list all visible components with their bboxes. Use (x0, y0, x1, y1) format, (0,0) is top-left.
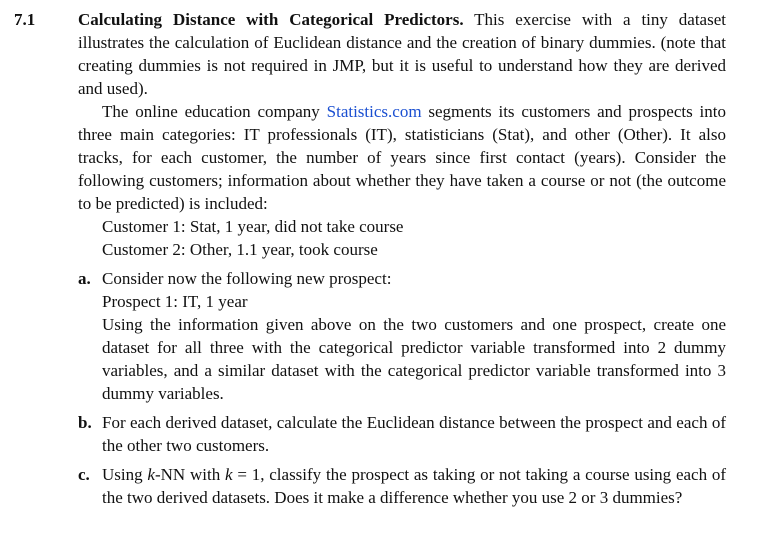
part-a-line1: Consider now the following new prospect: (102, 269, 392, 288)
company-text-before: The online education company (102, 102, 320, 121)
exercise-intro-paragraph (78, 8, 726, 100)
part-c-text-3: = 1, classify the prospect as taking or not taking a course using each of the two derived datasets. Does it make a difference whether you use 2 or 3 dummies? (102, 465, 727, 507)
statistics-com-link[interactable]: Statistics.com (326, 102, 422, 121)
part-a-text: Using the information given above on the two customers and one prospect, create one dataset for all three with the categorical predictor variable transformed into 2 dummy variables, and a similar dataset with the categorical predictor variable transformed into 3 dummy variables. (102, 315, 726, 403)
part-c (78, 463, 726, 509)
exercise-title: Calculating Distance with Categorical Predictors. (78, 10, 464, 29)
part-c-label: c. (78, 465, 90, 484)
part-c-k-var: k (225, 465, 233, 484)
company-text-after: segments its customers and prospects into three main categories: IT professionals (IT), statisticians (Stat), and other (Other). It also tracks, for each customer, the number of years since first contact (years). Consider the following customers; information about whether they have taken a course or not (the outcome to be predicted) is included: (78, 102, 726, 213)
exercise-number: 7.1 (14, 10, 36, 29)
part-c-text-1: Using (102, 465, 143, 484)
part-c-paragraph (102, 463, 726, 509)
exercise-body (78, 8, 726, 515)
part-a-label: a. (78, 269, 91, 288)
part-c-text-2: -NN with (154, 465, 221, 484)
exercise-parts (78, 267, 726, 509)
part-a-prospect: Prospect 1: IT, 1 year (102, 292, 248, 311)
part-b-label: b. (78, 413, 92, 432)
part-b (78, 411, 726, 457)
part-b-text: For each derived dataset, calculate the Euclidean distance between the prospect and each of the other two customers. (102, 413, 726, 455)
part-c-k-nn: k (147, 465, 155, 484)
customer-2-line: Customer 2: Other, 1.1 year, took course (102, 240, 378, 259)
exercise-intro-text: This exercise with a tiny dataset illustrates the calculation of Euclidean distance and the creation of binary dummies. (note that creating dummies is not required in JMP, but it is useful to understand how they are derived and used). (78, 10, 726, 98)
customer-1-line: Customer 1: Stat, 1 year, did not take course (102, 217, 404, 236)
company-paragraph (78, 100, 726, 215)
part-a (78, 267, 726, 405)
